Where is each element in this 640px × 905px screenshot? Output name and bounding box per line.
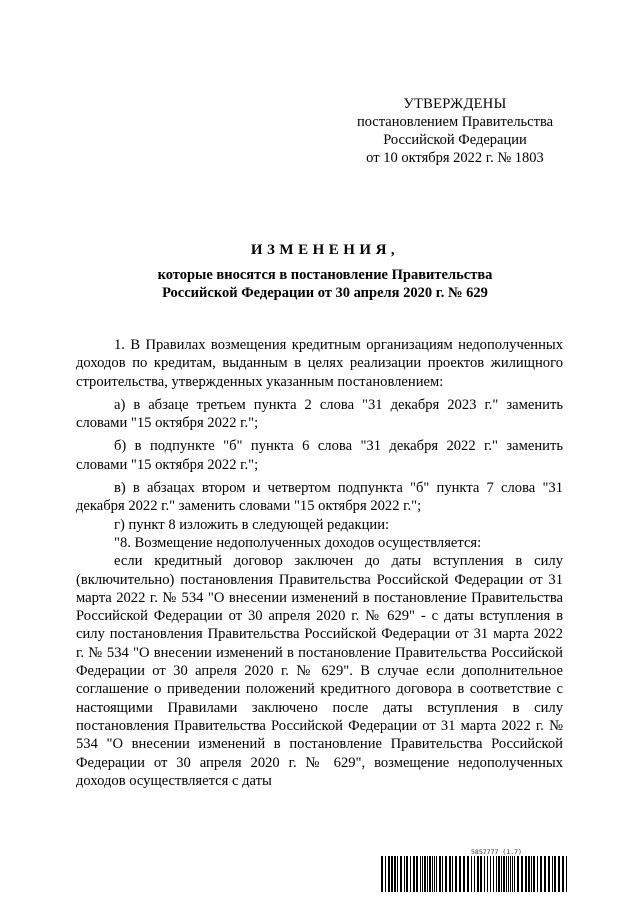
document-title: ИЗМЕНЕНИЯ, [250, 242, 400, 258]
subtitle-line-2: Российской Федерации от 30 апреля 2020 г. № 629 [162, 285, 488, 301]
document-body [76, 336, 563, 790]
barcode-number: 5857777 (1.7) [471, 848, 522, 856]
paragraph-b: б) в подпункте "б" пункта 6 слова "31 декабря 2022 г." заменить словами "15 октября 2022 г."; [76, 438, 563, 473]
paragraph-v: в) в абзацах втором и четвертом подпункта "б" пункта 7 слова "31 декабря 2022 г." заменить словами "15 октября 2022 г."; [76, 480, 563, 515]
paragraph-a: а) в абзаце третьем пункта 2 слова "31 декабря 2023 г." заменить словами "15 октября 2022 г."; [76, 396, 563, 432]
barcode-gap [567, 856, 569, 892]
approval-line-3: от 10 октября 2022 г. № 1803 [366, 150, 544, 166]
paragraph-1: 1. В Правилах возмещения кредитным организациям недополученных доходов по кредитам, выданным в целях реализации проектов жилищного строительства, утвержденных указанным постановлением: [76, 337, 563, 390]
approval-stamp [330, 95, 580, 167]
approval-line-2: Российской Федерации [383, 132, 527, 148]
barcode-block [381, 848, 571, 892]
subtitle-line-1: которые вносятся в постановление Правительства [157, 267, 493, 283]
paragraph-g: г) пункт 8 изложить в следующей редакции: [114, 516, 390, 533]
paragraph-long: если кредитный договор заключен до даты вступления в силу (включительно) постановления Правительства Российской Федерации от 31 марта 2022 г. № 534 "О внесении изменений в постановление Правительства Российской Федерации от 30 апреля 2020 г. № 629" - с даты вступления в силу постановления Правительства Российской Федерации от 31 марта 2022 г. № 534 "О внесении изменений в постановление Правительства Российской Федерации от 30 апреля 2020 г. № 629". В случае если дополнительное соглашение о приведении положений кредитного договора в соответствие с настоящими Правилами заключено после даты вступления в силу постановления Правительства Российской Федерации от 31 марта 2022 г. № 534 "О внесении изменений в постановление Правительства Российской Федерации от 30 апреля 2020 г. № 629", возмещение недополученных доходов осуществляется с даты [76, 553, 563, 789]
document-subtitle [75, 266, 575, 302]
approval-heading: УТВЕРЖДЕНЫ [403, 96, 507, 112]
barcode [381, 856, 571, 892]
approval-line-1: постановлением Правительства [356, 114, 554, 130]
paragraph-8: "8. Возмещение недополученных доходов осуществляется: [114, 534, 482, 551]
